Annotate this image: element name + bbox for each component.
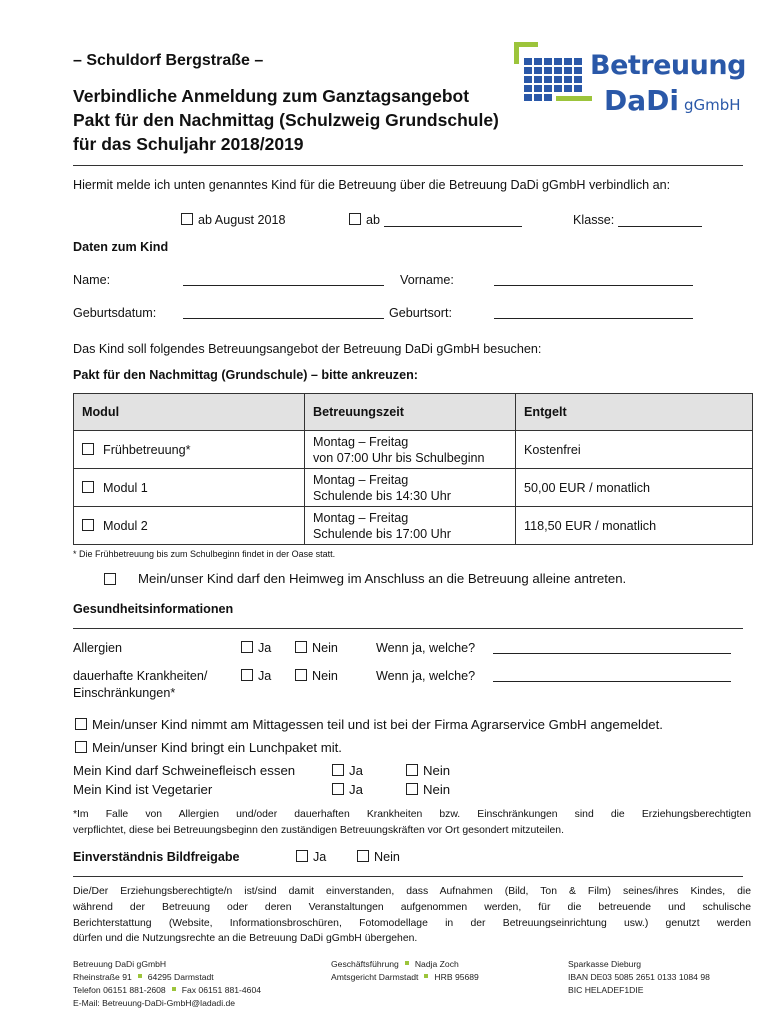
klasse-field[interactable]: Klasse: — [573, 213, 702, 227]
checkbox-krankheiten-nein[interactable] — [295, 669, 307, 681]
offer-text: Das Kind soll folgendes Betreuungsangebot der Betreuung DaDi gGmbH besuchen: — [73, 342, 542, 356]
child-data-heading: Daten zum Kind — [73, 240, 169, 254]
krankheiten-nein[interactable]: Nein — [295, 669, 338, 683]
module-cell[interactable]: Modul 2 — [74, 507, 305, 545]
module-cell[interactable]: Modul 1 — [74, 469, 305, 507]
consent-text-1: Die/Der Erziehungsberechtigte/n ist/sind damit einverstanden, dass Aufnahmen (Bild, Ton & Film) seines/ihres Kindes, die — [73, 886, 751, 897]
intro-text: Hiermit melde ich unten genanntes Kind für die Betreuung über die Betreuung DaDi gGmbH verbindlich an: — [73, 178, 671, 192]
school-name: – Schuldorf Bergstraße – — [73, 52, 264, 69]
footer-email[interactable]: E-Mail: Betreuung-DaDi-GmbH@ladadi.de — [73, 998, 236, 1008]
time-cell: Montag – Freitag Schulende bis 17:00 Uhr — [305, 507, 516, 545]
health-heading: Gesundheitsinformationen — [73, 602, 234, 616]
krankheiten-welche-label: Wenn ja, welche? — [376, 669, 476, 683]
geburtsdatum-label: Geburtsdatum: — [73, 306, 157, 320]
allergien-label: Allergien — [73, 641, 123, 655]
checkbox-fruehbetreuung[interactable] — [82, 443, 94, 455]
bullet-icon — [405, 961, 409, 965]
checkbox-modul-2[interactable] — [82, 519, 94, 531]
note-line-1: *Im Falle von Allergien und/oder dauerhaften Krankheiten bzw. Einschränkungen sind die Erziehungsberechtigten — [73, 809, 751, 820]
form-title-line3: für das Schuljahr 2018/2019 — [73, 134, 304, 154]
vegetarier-nein[interactable]: Nein — [406, 782, 450, 797]
consent-text-4: dürfen und die Nutzungsrechte an die Betreuung DaDi gGmbH übergehen. — [73, 933, 418, 944]
bullet-icon — [172, 987, 176, 991]
health-divider — [73, 628, 743, 629]
name-input[interactable] — [183, 273, 384, 286]
footer-address: Betreuung DaDi gGmbH Rheinstraße 91 64295 Darmstadt Telefon 06151 881-2608 Fax 06151 881-4604 E-Mail: Betreuung-DaDi-GmbH@ladadi.de — [73, 959, 262, 1008]
note-line-2: verpflichtet, diese bei Betreuungsbeginn den zuständigen Betreuungskräften vor Ort gesondert mitzuteilen. — [73, 825, 564, 836]
klasse-input[interactable] — [618, 214, 702, 227]
schweinefleisch-nein[interactable]: Nein — [406, 763, 450, 778]
col-modul: Modul — [74, 394, 305, 431]
vorname-label: Vorname: — [400, 273, 454, 287]
checkbox-consent-nein[interactable] — [357, 850, 369, 862]
logo-word-dadi: DaDi — [604, 84, 679, 117]
krankheiten-label-2: Einschränkungen* — [73, 686, 176, 700]
checkbox-veg-nein[interactable] — [406, 783, 418, 795]
consent-divider — [73, 876, 743, 877]
geburtsdatum-input[interactable] — [183, 306, 384, 319]
checkbox-modul-1[interactable] — [82, 481, 94, 493]
footer-bank: Sparkasse Dieburg IBAN DE03 5085 2651 0133 1084 98 BIC HELADEF1DIE — [568, 959, 710, 995]
checkbox-schwein-nein[interactable] — [406, 764, 418, 776]
header-divider — [73, 165, 743, 166]
logo-suffix: gGmbH — [684, 96, 741, 114]
company-logo — [512, 40, 746, 120]
checkbox-august[interactable] — [181, 213, 193, 225]
vegetarier-label: Mein Kind ist Vegetarier — [73, 782, 213, 797]
checkbox-krankheiten-ja[interactable] — [241, 669, 253, 681]
table-row — [74, 431, 753, 469]
price-cell: Kostenfrei — [516, 431, 753, 469]
option-ab-date[interactable]: ab — [349, 213, 522, 227]
footer-management: Geschäftsführung Nadja Zoch Amtsgericht Darmstadt HRB 95689 — [331, 959, 479, 982]
col-betreuungszeit: Betreuungszeit — [305, 394, 516, 431]
allergien-welche-input[interactable] — [493, 641, 731, 654]
checkbox-ab[interactable] — [349, 213, 361, 225]
krankheiten-label-1: dauerhafte Krankheiten/ — [73, 669, 208, 683]
heimweg-text: Mein/unser Kind darf den Heimweg im Anschluss an die Betreuung alleine antreten. — [138, 571, 627, 586]
time-cell: Montag – Freitag von 07:00 Uhr bis Schulbeginn — [305, 431, 516, 469]
table-header-row — [74, 394, 753, 431]
module-cell[interactable]: Frühbetreuung* — [74, 431, 305, 469]
geburtsort-input[interactable] — [494, 306, 693, 319]
vorname-input[interactable] — [494, 273, 693, 286]
checkbox-allergien-nein[interactable] — [295, 641, 307, 653]
bullet-icon — [424, 974, 428, 978]
price-cell: 50,00 EUR / monatlich — [516, 469, 753, 507]
consent-text-3: Berichterstattung (Website, Informationsbroschüren, Fotomodellage in der Betreuungseinrichtung usw.) genutzt werden — [73, 918, 751, 929]
mittagessen-option[interactable]: Mein/unser Kind nimmt am Mittagessen teil und ist bei der Firma Agrarservice GmbH angemeldet. — [75, 717, 663, 732]
schweinefleisch-ja[interactable]: Ja — [332, 763, 363, 778]
offer-heading: Pakt für den Nachmittag (Grundschule) – bitte ankreuzen: — [73, 368, 418, 382]
geburtsort-label: Geburtsort: — [389, 306, 452, 320]
checkbox-lunchpaket[interactable] — [75, 741, 87, 753]
logo-grid-icon — [512, 40, 594, 110]
krankheiten-ja[interactable]: Ja — [241, 669, 271, 683]
checkbox-heimweg[interactable] — [104, 573, 116, 585]
module-table — [73, 393, 753, 545]
logo-word-betreuung: Betreuung — [590, 50, 746, 81]
schweinefleisch-label: Mein Kind darf Schweinefleisch essen — [73, 763, 296, 778]
price-cell: 118,50 EUR / monatlich — [516, 507, 753, 545]
vegetarier-ja[interactable]: Ja — [332, 782, 363, 797]
bullet-icon — [138, 974, 142, 978]
table-row — [74, 469, 753, 507]
table-row — [74, 507, 753, 545]
ab-date-field[interactable] — [384, 214, 522, 227]
table-footnote: * Die Frühbetreuung bis zum Schulbeginn findet in der Oase statt. — [73, 549, 336, 559]
allergien-ja[interactable]: Ja — [241, 641, 271, 655]
form-title-line1: Verbindliche Anmeldung zum Ganztagsangebot — [73, 86, 470, 106]
consent-ja[interactable]: Ja — [296, 850, 326, 864]
allergien-welche-label: Wenn ja, welche? — [376, 641, 476, 655]
checkbox-allergien-ja[interactable] — [241, 641, 253, 653]
checkbox-schwein-ja[interactable] — [332, 764, 344, 776]
consent-nein[interactable]: Nein — [357, 850, 400, 864]
checkbox-consent-ja[interactable] — [296, 850, 308, 862]
col-entgelt: Entgelt — [516, 394, 753, 431]
lunchpaket-option[interactable]: Mein/unser Kind bringt ein Lunchpaket mit. — [75, 740, 342, 755]
krankheiten-welche-input[interactable] — [493, 669, 731, 682]
checkbox-veg-ja[interactable] — [332, 783, 344, 795]
time-cell: Montag – Freitag Schulende bis 14:30 Uhr — [305, 469, 516, 507]
consent-heading: Einverständnis Bildfreigabe — [73, 850, 240, 864]
option-august[interactable]: ab August 2018 — [181, 213, 286, 227]
checkbox-mittagessen[interactable] — [75, 718, 87, 730]
name-label: Name: — [73, 273, 111, 287]
form-title-line2: Pakt für den Nachmittag (Schulzweig Grundschule) — [73, 110, 499, 130]
consent-text-2: während der Betreuung oder deren Veranstaltungen aufgenommen werden, für die betreuende und schulische — [73, 902, 751, 913]
allergien-nein[interactable]: Nein — [295, 641, 338, 655]
